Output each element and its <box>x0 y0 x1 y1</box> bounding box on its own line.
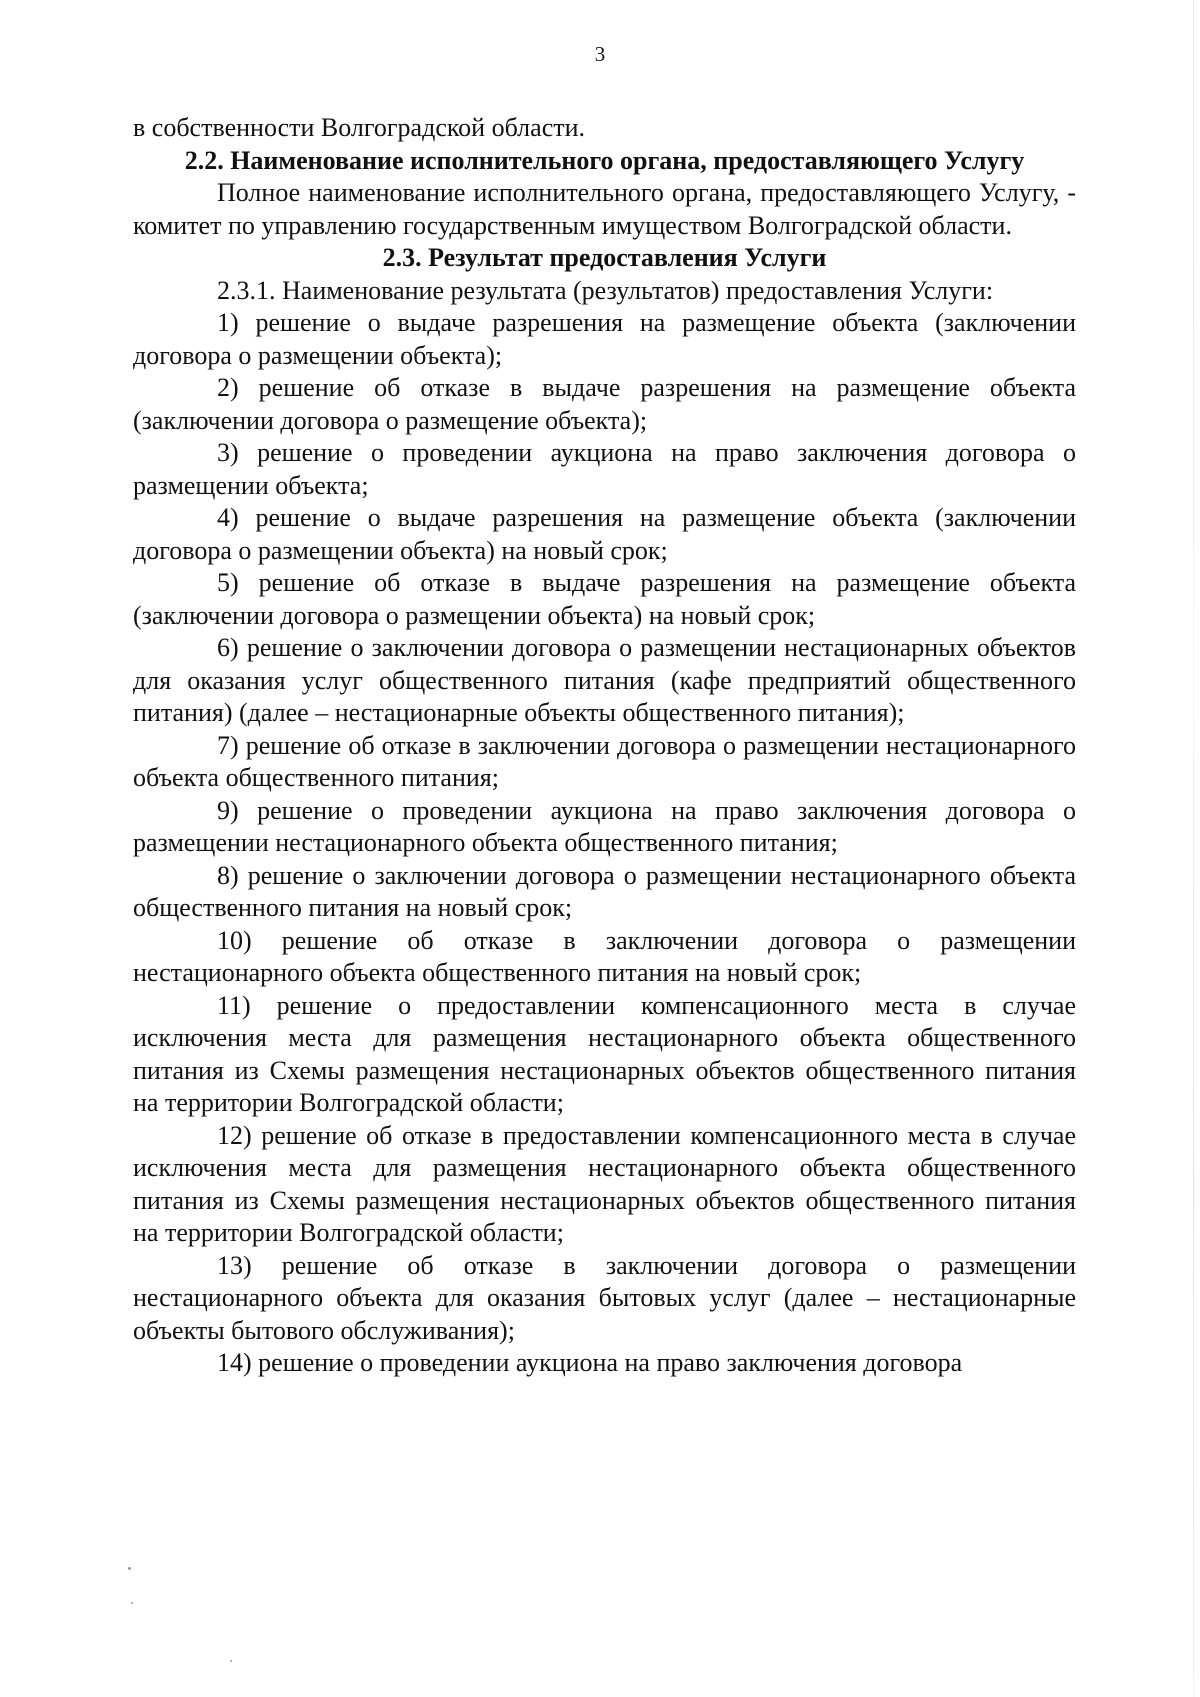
result-item-11: 11) решение о предоставлении компенсационного места в случае исключения места для размещения нестационарного объекта общественного питания из Схемы размещения нестационарных объектов общественного питания на территории Волгоградской области; <box>133 990 1076 1117</box>
document-body <box>133 112 1076 1380</box>
scan-speck <box>128 1567 131 1570</box>
lead-line: в собственности Волгоградской области. <box>133 113 586 142</box>
scan-speck <box>230 1660 232 1662</box>
section-2-2-heading: 2.2. Наименование исполнительного органа, предоставляющего Услугу <box>184 145 1025 175</box>
section-2-2-paragraph: Полное наименование исполнительного органа, предоставляющего Услугу, - комитет по управлению государственным имуществом Волгоградской области. <box>133 178 1076 240</box>
result-item-9: 9) решение о проведении аукциона на право заключения договора о размещении нестационарного объекта общественного питания; <box>133 795 1076 857</box>
result-item-2: 2) решение об отказе в выдаче разрешения на размещение объекта (заключении договора о размещение объекта); <box>133 373 1076 435</box>
result-item-10: 10) решение об отказе в заключении договора о размещении нестационарного объекта общественного питания на новый срок; <box>133 925 1076 987</box>
scan-edge-line <box>1193 0 1194 1697</box>
result-item-8: 8) решение о заключении договора о размещении нестационарного объекта общественного питания на новый срок; <box>133 860 1076 922</box>
page-number: 3 <box>594 42 606 66</box>
scan-speck <box>131 1602 133 1604</box>
section-2-3-intro: 2.3.1. Наименование результата (результатов) предоставления Услуги: <box>217 275 994 305</box>
result-item-1: 1) решение о выдаче разрешения на размещение объекта (заключении договора о размещении объекта); <box>133 308 1076 370</box>
section-2-3-heading: 2.3. Результат предоставления Услуги <box>382 243 827 272</box>
result-item-4: 4) решение о выдаче разрешения на размещение объекта (заключении договора о размещении объекта) на новый срок; <box>133 503 1076 565</box>
result-item-5: 5) решение об отказе в выдаче разрешения на размещение объекта (заключении договора о размещении объекта) на новый срок; <box>133 568 1076 630</box>
result-item-7: 7) решение об отказе в заключении договора о размещении нестационарного объекта общественного питания; <box>133 730 1076 792</box>
result-item-12: 12) решение об отказе в предоставлении компенсационного места в случае исключения места для размещения нестационарного объекта общественного питания из Схемы размещения нестационарных объектов общественного питания на территории Волгоградской области; <box>133 1120 1076 1247</box>
result-item-6: 6) решение о заключении договора о размещении нестационарных объектов для оказания услуг общественного питания (кафе предприятий общественного питания) (далее – нестационарные объекты общественного питания); <box>133 633 1076 727</box>
result-item-13: 13) решение об отказе в заключении договора о размещении нестационарного объекта для оказания бытовых услуг (далее – нестационарные объекты бытового обслуживания); <box>133 1250 1076 1345</box>
result-item-14: 14) решение о проведении аукциона на право заключения договора <box>217 1348 963 1377</box>
result-item-3: 3) решение о проведении аукциона на право заключения договора о размещении объекта; <box>133 438 1076 500</box>
